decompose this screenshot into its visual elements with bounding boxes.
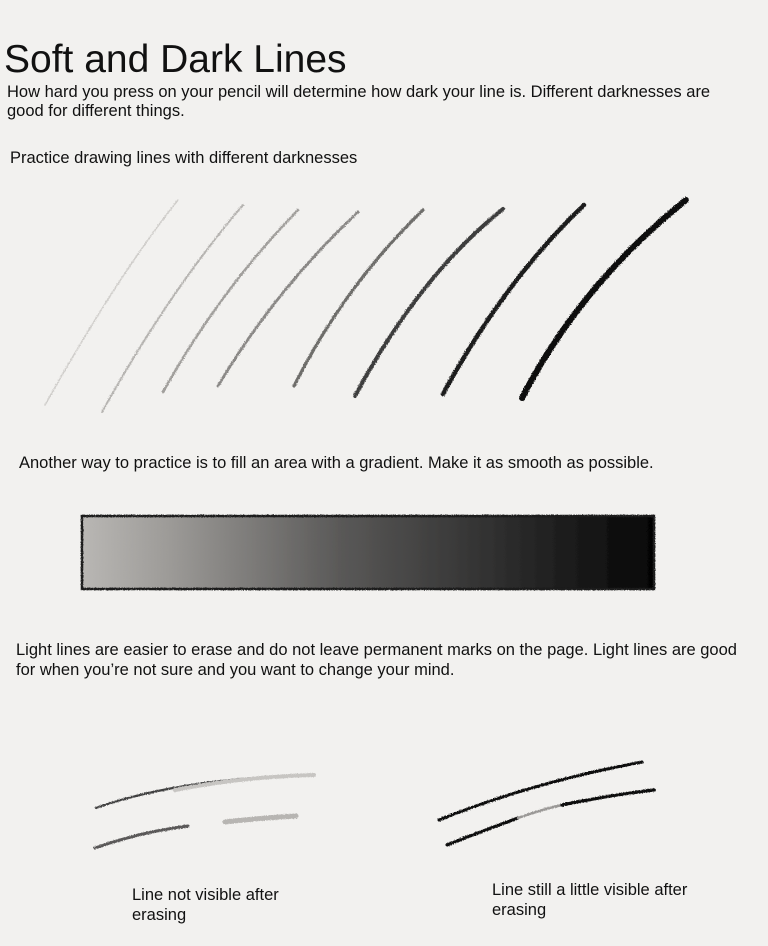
dark-line-bottom-right — [562, 790, 654, 805]
gradient-bar — [82, 516, 654, 589]
intro-paragraph: How hard you press on your pencil will determine how dark your line is. Different darknesses are good for different things. — [7, 83, 711, 120]
practice-line-1 — [45, 200, 178, 405]
dark-line-bottom-ghost — [518, 805, 562, 818]
dark-lines-erased — [439, 762, 654, 845]
light-lines-erased — [95, 775, 314, 848]
practice-line-4 — [218, 212, 358, 386]
practice-line-7 — [443, 205, 584, 394]
erasing-explanation: Light lines are easier to erase and do not leave permanent marks on the page. Light lines are good for when you’re not sure and you want to change your mind. — [16, 641, 737, 679]
page-title: Soft and Dark Lines — [4, 38, 347, 81]
dark-line-bottom-left — [447, 818, 518, 845]
gradient-instruction: Another way to practice is to fill an area with a gradient. Make it as smooth as possible. — [19, 454, 654, 472]
light-line-top-faded — [175, 775, 314, 790]
practice-lines-instruction: Practice drawing lines with different darknesses — [10, 149, 358, 167]
light-line-bottom — [95, 826, 188, 848]
light-line-top — [96, 775, 314, 808]
caption-light-line: Line not visible after erasing — [132, 886, 279, 924]
practice-line-6 — [355, 209, 503, 396]
practice-line-8 — [522, 200, 686, 398]
practice-line-5 — [294, 210, 423, 386]
light-line-bottom-faded — [225, 816, 296, 822]
practice-lines-group — [45, 200, 686, 412]
caption-dark-line: Line still a little visible after erasing — [492, 881, 688, 919]
